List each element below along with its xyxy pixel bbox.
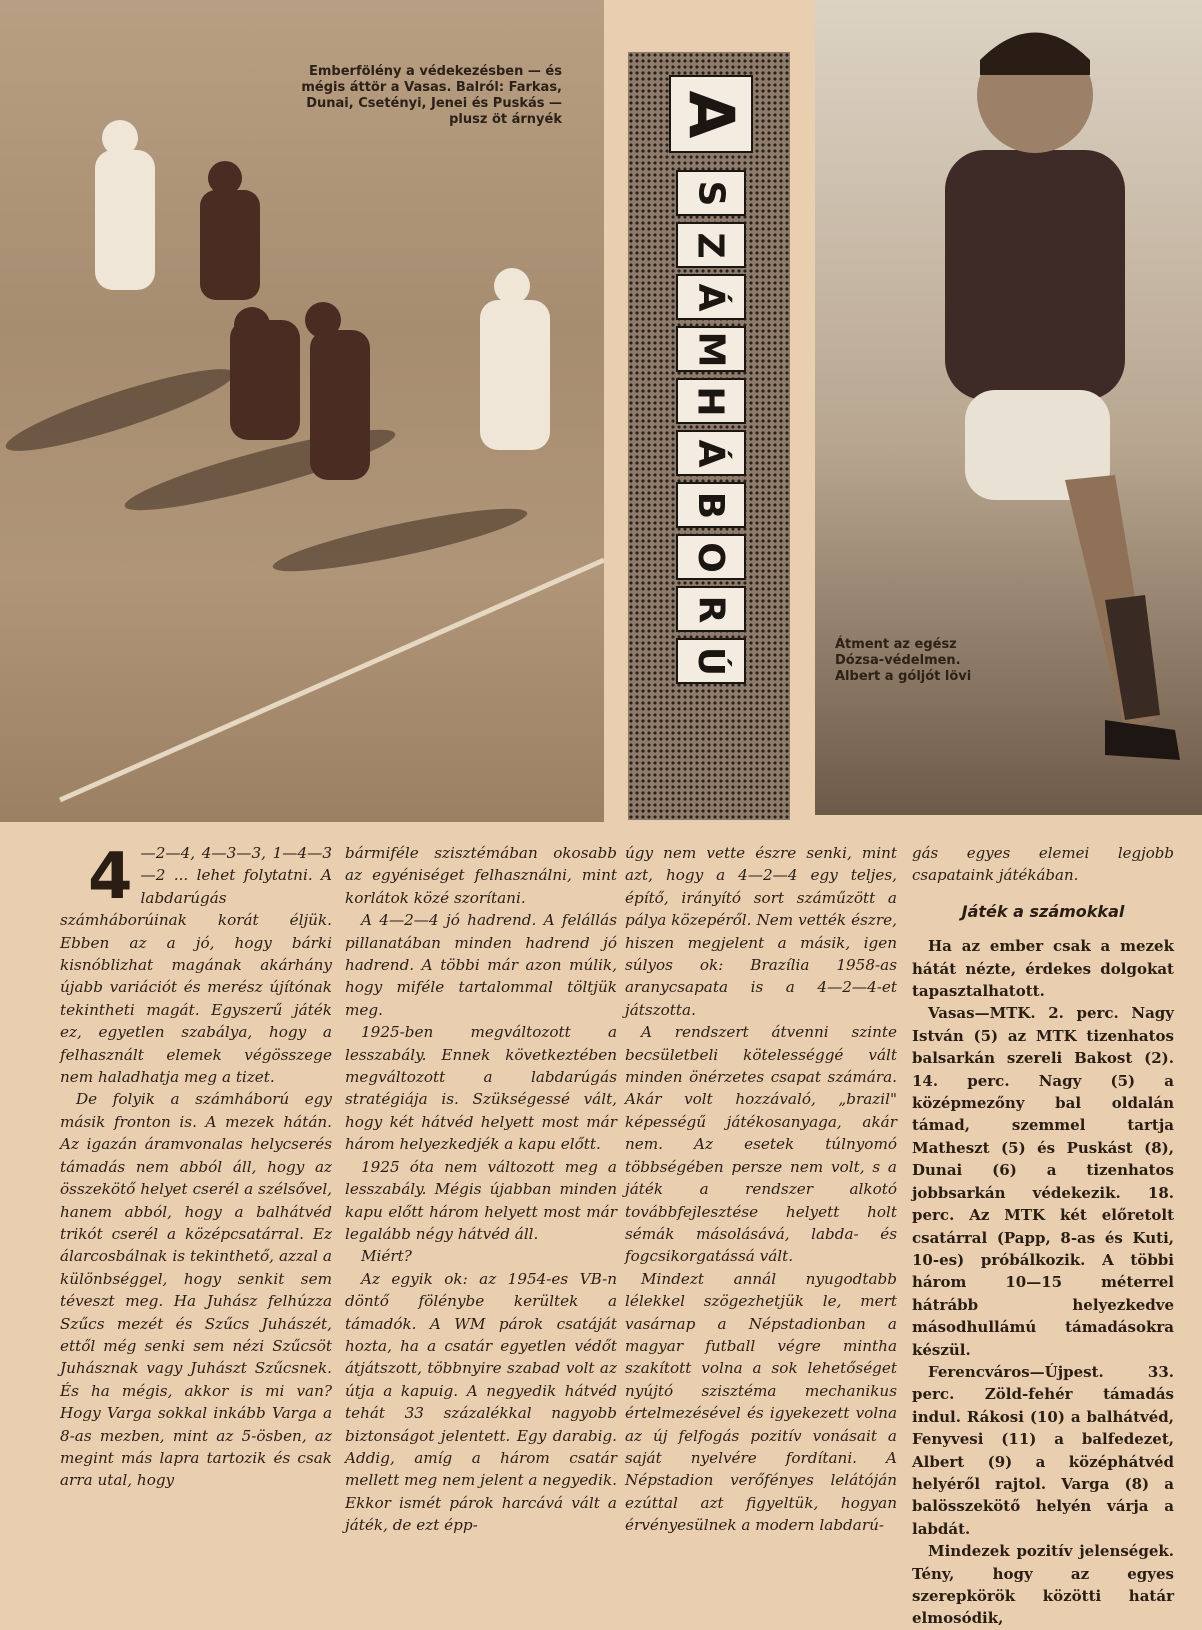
paragraph: gás egyes elemei legjobb csapataink játékában. (912, 844, 1174, 885)
paragraph: 1925-ben megváltozott a lesszabály. Ennek következtében megváltozott a labdarúgás stratégiája is. Szükségessé vált, hogy két hátvéd helyett most már három helyezkedjék a kapu előtt. (345, 1023, 617, 1154)
paragraph: Mindezek pozitív jelenségek. Tény, hogy az egyes szerepkörök közötti határ elmosódik, (912, 1542, 1174, 1628)
photo-caption-right: Átment az egész Dózsa-védelmen. Albert a góljót lövi (835, 637, 972, 684)
article-title (663, 72, 758, 687)
player-photo-illustration (815, 0, 1202, 815)
article-column-2 (345, 842, 617, 1537)
paragraph: úgy nem vette észre senki, mint azt, hogy a 4—2—4 egy teljes, építő, irányító sort száműzött a pálya közepéről. Nem vették észre, hiszen megjelent a másik, igen súlyos ok: Brazília 1958-as aranycsapata is a 4—2—4-et játszotta. (625, 844, 897, 1019)
paragraph: A rendszert átvenni szinte becsületbeli kötelességgé vált minden önérzetes csapat számára. Akár volt hozzávaló, „brazil" képességű játékosanyaga, akár nem. Az esetek túlnyomó többségében persze nem volt, s a játék a rendszer alkotó továbbfejlesztése helyett holt sémák másolásává, labda- és fogcsikorgatássá vált. (625, 1023, 897, 1266)
title-letter: H (676, 378, 746, 424)
title-letter: B (676, 482, 746, 528)
title-letter: S (676, 170, 746, 216)
paragraph: De folyik a számháború egy másik fronton is. A mezek hátán. Az igazán áramvonalas helycserés támadás nem abból áll, hogy az összekötő helyet cserél a szélsővel, hanem abból, hogy a balhátvéd trikót cserél a középcsatárral. Ez álarcosbálnak is tekinthető, azzal a különbséggel, hogy senkit sem téveszt meg. Ha Juhász felhúzza Szűcs mezét és Szűcs Juhászét, ettől még senki sem nézi Szűcsöt Juhásznak vagy Juhászt Szűcsnek. És ha mégis, akkor is mi van? Hogy Varga sokkal inkább Varga a 8-as mezben, mint az 5-ösben, az megint más lapra tartozik és csak arra utal, hogy (60, 1090, 332, 1490)
title-letter: A (669, 75, 753, 153)
title-letter: R (676, 586, 746, 632)
title-letter: Á (676, 274, 746, 320)
paragraph: —2—4, 4—3—3, 1—4—3—2 ... lehet folytatni. A labdarúgás számháborúinak korát éljük. Ebben az a jó, hogy bárki kisnóblizhat magának akárhány újabb variációt és merész újítónak tekintheti magát. Egyszerű játék ez, egyetlen szabálya, hogy a felhasznált elemek végösszege nem haladhatja meg a tizet. (60, 844, 332, 1087)
article-column-4 (912, 842, 1174, 1630)
article-column-1 (60, 842, 332, 1492)
paragraph: bármiféle szisztémában okosabb az egyéniséget felhasználni, mint korlátok közé szorítani. (345, 844, 617, 907)
paragraph: Ferencváros—Újpest. 33. perc. Zöld-fehér támadás indul. Rákosi (10) a balhátvéd, Fenyvesi (11) a balfedezet, Albert (9) a középhátvéd helyéről rajtol. Varga (8) a balösszekötő helyén várja a labdát. (912, 1362, 1174, 1538)
title-letter: Ú (676, 638, 746, 684)
paragraph: Ha az ember csak a mezek hátát nézte, érdekes dolgokat tapasztalhatott. (912, 937, 1174, 1001)
title-letter: M (676, 326, 746, 372)
paragraph: 1925 óta nem változott meg a lesszabály. Mégis újabban minden kapu előtt három helyett most már legalább négy hátvéd áll. (345, 1157, 617, 1243)
title-letter: Z (676, 222, 746, 268)
article-column-3 (625, 842, 897, 1537)
section-heading: Játék a számokkal (961, 901, 1125, 921)
paragraph: Az egyik ok: az 1954-es VB-n döntő fölénybe kerültek a támadók. A WM párok csatáját hozta, ha a csatár egyetlen védőt átjátszott, többnyire szabad volt az útja a kapuig. A negyedik hátvéd tehát 33 százalékkal nagyobb biztonságot jelentett. Egy darabig. Addig, amíg a három csatár mellett meg nem jelent a negyedik. Ekkor ismét párok harcává vált a játék, de ezt épp- (345, 1269, 617, 1535)
paragraph: Mindezt annál nyugodtabb lélekkel szögezhetjük le, mert vasárnap a Népstadionban a magyar futball végre mintha szakított volna a sok lehetőséget nyújtó szisztéma mechanikus értelmezésével és igyekezett volna az új felfogás pozitív vonásait a saját nyelvére fordítani. A Népstadion verőfényes lelátóján ezúttal azt figyeltük, hogyan érvényesülnek a modern labdarú- (625, 1269, 897, 1535)
title-letter: O (676, 534, 746, 580)
paragraph: Miért? (361, 1247, 412, 1266)
paragraph: A 4—2—4 jó hadrend. A felállás pillanatában minden hadrend jó hadrend. A többi már azon múlik, hogy miféle tartalommal töltjük meg. (345, 911, 617, 1019)
drop-cap: 4 (88, 840, 133, 914)
match-photo-albert (815, 0, 1202, 815)
photo-caption-left: Emberfölény a védekezésben — és mégis áttör a Vasas. Balról: Farkas, Dunai, Csetényi, Jenei és Puskás — plusz öt árnyék (301, 64, 562, 127)
paragraph: Vasas—MTK. 2. perc. Nagy István (5) az MTK tizenhatos balsarkán szereli Bakost (2). 14. perc. Nagy (5) a középmezőny bal oldalán támad, szemmel tartja Matheszt (5) és Puskást (8), Dunai (6) a tizenhatos jobbsarkán védekezik. 18. perc. Az MTK két előretolt csatárral (Papp, 8-as és Kuti, 10-es) próbálkozik. A többi három 10—15 méterrel hátrább helyezkedve másodhullámú támadásokra készül. (912, 1004, 1174, 1359)
title-letter: Á (676, 430, 746, 476)
